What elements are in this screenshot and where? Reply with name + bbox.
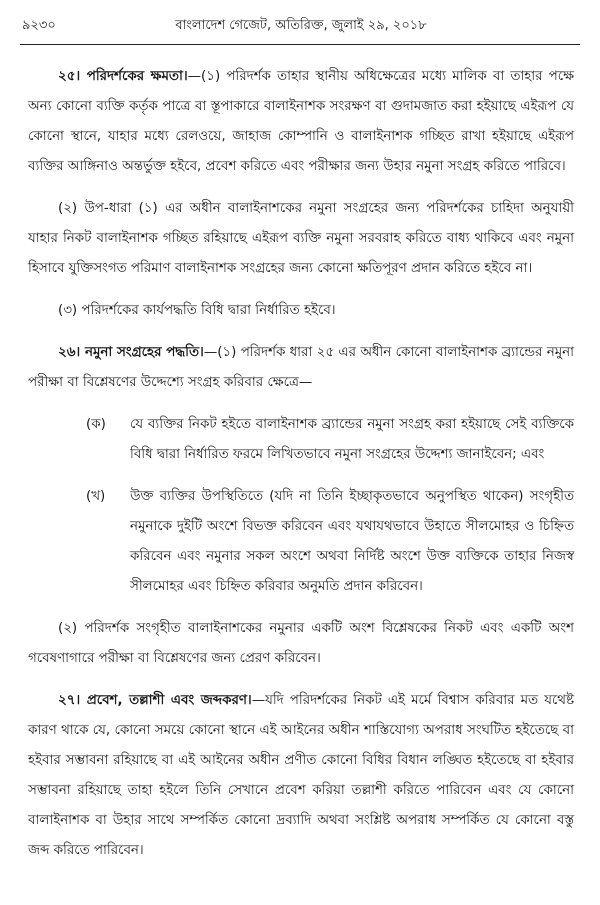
section-27-text-1: —যদি পরিদর্শকের নিকট এই মর্মে বিশ্বাস করিবার মত যথেষ্ট কারণ থাকে যে, কোনো সময়ে কোনো স্থানে এই আইনের অধীন শাস্তিযোগ্য অপরাধ সংঘটিত হইতেছে বা হইবার সম্ভাবনা রহিয়াছে বা এই আইনের অধীন প্রণীত কোনো বিধির বিধান লঙ্ঘিত হইতেছে বা হইবার সম্ভাবনা রহিয়াছে তাহা হইলে তিনি সেখানে প্রবেশ করিয়া তল্লাশী করিতে পারিবেন এবং যে কোনো বালাইনাশক বা উহার সাথে সম্পর্কিত কোনো দ্রব্যাদি অথবা সংশ্লিষ্ট অপরাধ সম্পর্কিত যে কোনো বস্তু জব্দ করিতে পারিবেন। <box>28 693 574 858</box>
page-header <box>22 14 580 38</box>
item-ka-marker: (ক) <box>86 417 106 432</box>
section-26-item-ka <box>86 410 574 470</box>
header-divider <box>20 44 580 45</box>
section-25-heading: ২৫। পরিদর্শকের ক্ষমতা। <box>58 69 188 84</box>
section-26-para-1 <box>28 338 574 398</box>
section-26-text-1: —(১) পরিদর্শক ধারা ২৫ এর অধীন কোনো বালাইনাশক ব্র্যান্ডের নমুনা পরীক্ষা বা বিশ্লেষণের উদ্দেশ্যে সংগ্রহ করিবার ক্ষেত্রে— <box>28 345 575 390</box>
document-body <box>28 62 574 866</box>
section-26-para-2: (২) পরিদর্শক সংগৃহীত বালাইনাশকের নমুনার একটি অংশ বিশ্লেষকের নিকট এবং একটি অংশ গবেষণাগারে পরীক্ষা বা বিশ্লেষণের জন্য প্রেরণ করিবেন। <box>28 621 574 666</box>
section-25-text-1: —(১) পরিদর্শক তাহার স্থানীয় অধিক্ষেত্রের মধ্যে মালিক বা তাহার পক্ষে অন্য কোনো ব্যক্তি কর্তৃক পাত্রে বা স্তূপাকারে বালাইনাশক সংরক্ষণ বা গুদামজাত করা হইয়াছে এইরূপ যে কোনো স্থানে, যাহার মধ্যে রেলওয়ে, জাহাজ কোম্পানি ও বালাইনাশক গচ্ছিত রাখা হইয়াছে এইরূপ ব্যক্তির আঙ্গিনাও অন্তর্ভুক্ত হইবে, প্রবেশ করিতে এবং পরীক্ষার জন্য উহার নমুনা সংগ্রহ করিতে পারিবে। <box>28 69 575 174</box>
page-number: ৯২৩০ <box>22 17 56 33</box>
section-26-item-kha <box>86 482 574 602</box>
section-25-para-1 <box>28 62 574 182</box>
section-27-para-1 <box>28 686 574 866</box>
item-kha-marker: (খ) <box>86 489 106 504</box>
section-25-para-3: (৩) পরিদর্শকের কার্যপদ্ধতি বিধি দ্বারা নির্ধারিত হইবে। <box>58 303 336 318</box>
gazette-title: বাংলাদেশ গেজেট, অতিরিক্ত, জুলাই ২৯, ২০১৮ <box>175 17 427 33</box>
section-27-heading: ২৭। প্রবেশ, তল্লাশী এবং জব্দকরণ। <box>58 693 252 708</box>
section-25-para-2: (২) উপ-ধারা (১) এর অধীন বালাইনাশকের নমুনা সংগ্রহের জন্য পরিদর্শকের চাহিদা অনুযায়ী যাহার নিকট বালাইনাশক গচ্ছিত রহিয়াছে এইরূপ ব্যক্তি নমুনা সরবরাহ করিতে বাধ্য থাকিবে এবং নমুনা হিসাবে যুক্তিসংগত পরিমাণ বালাইনাশক সংগ্রহের জন্য কোনো ক্ষতিপূরণ প্রদান করিতে হইবে না। <box>28 201 574 276</box>
item-ka-text: যে ব্যক্তির নিকট হইতে বালাইনাশক ব্র্যান্ডের নমুনা সংগ্রহ করা হইয়াছে সেই ব্যক্তিকে বিধি দ্বারা নির্ধারিত ফরমে লিখিতভাবে নমুনা সংগ্রহের উদ্দেশ্য জানাইবেন; এবং <box>130 417 574 462</box>
section-26-heading: ২৬। নমুনা সংগ্রহের পদ্ধতি। <box>58 345 204 360</box>
item-kha-text: উক্ত ব্যক্তির উপস্থিতিতে (যদি না তিনি ইচ্ছাকৃতভাবে অনুপস্থিত থাকেন) সংগৃহীত নমুনাকে দুইটি অংশে বিভক্ত করিবেন এবং যথাযথভাবে উহাতে সীলমোহর ও চিহ্নিত করিবেন এবং নমুনার সকল অংশে অথবা নির্দিষ্ট অংশে উক্ত ব্যক্তিকে তাহার নিজস্ব সীলমোহর এবং চিহ্নিত করিবার অনুমতি প্রদান করিবেন। <box>130 489 574 594</box>
